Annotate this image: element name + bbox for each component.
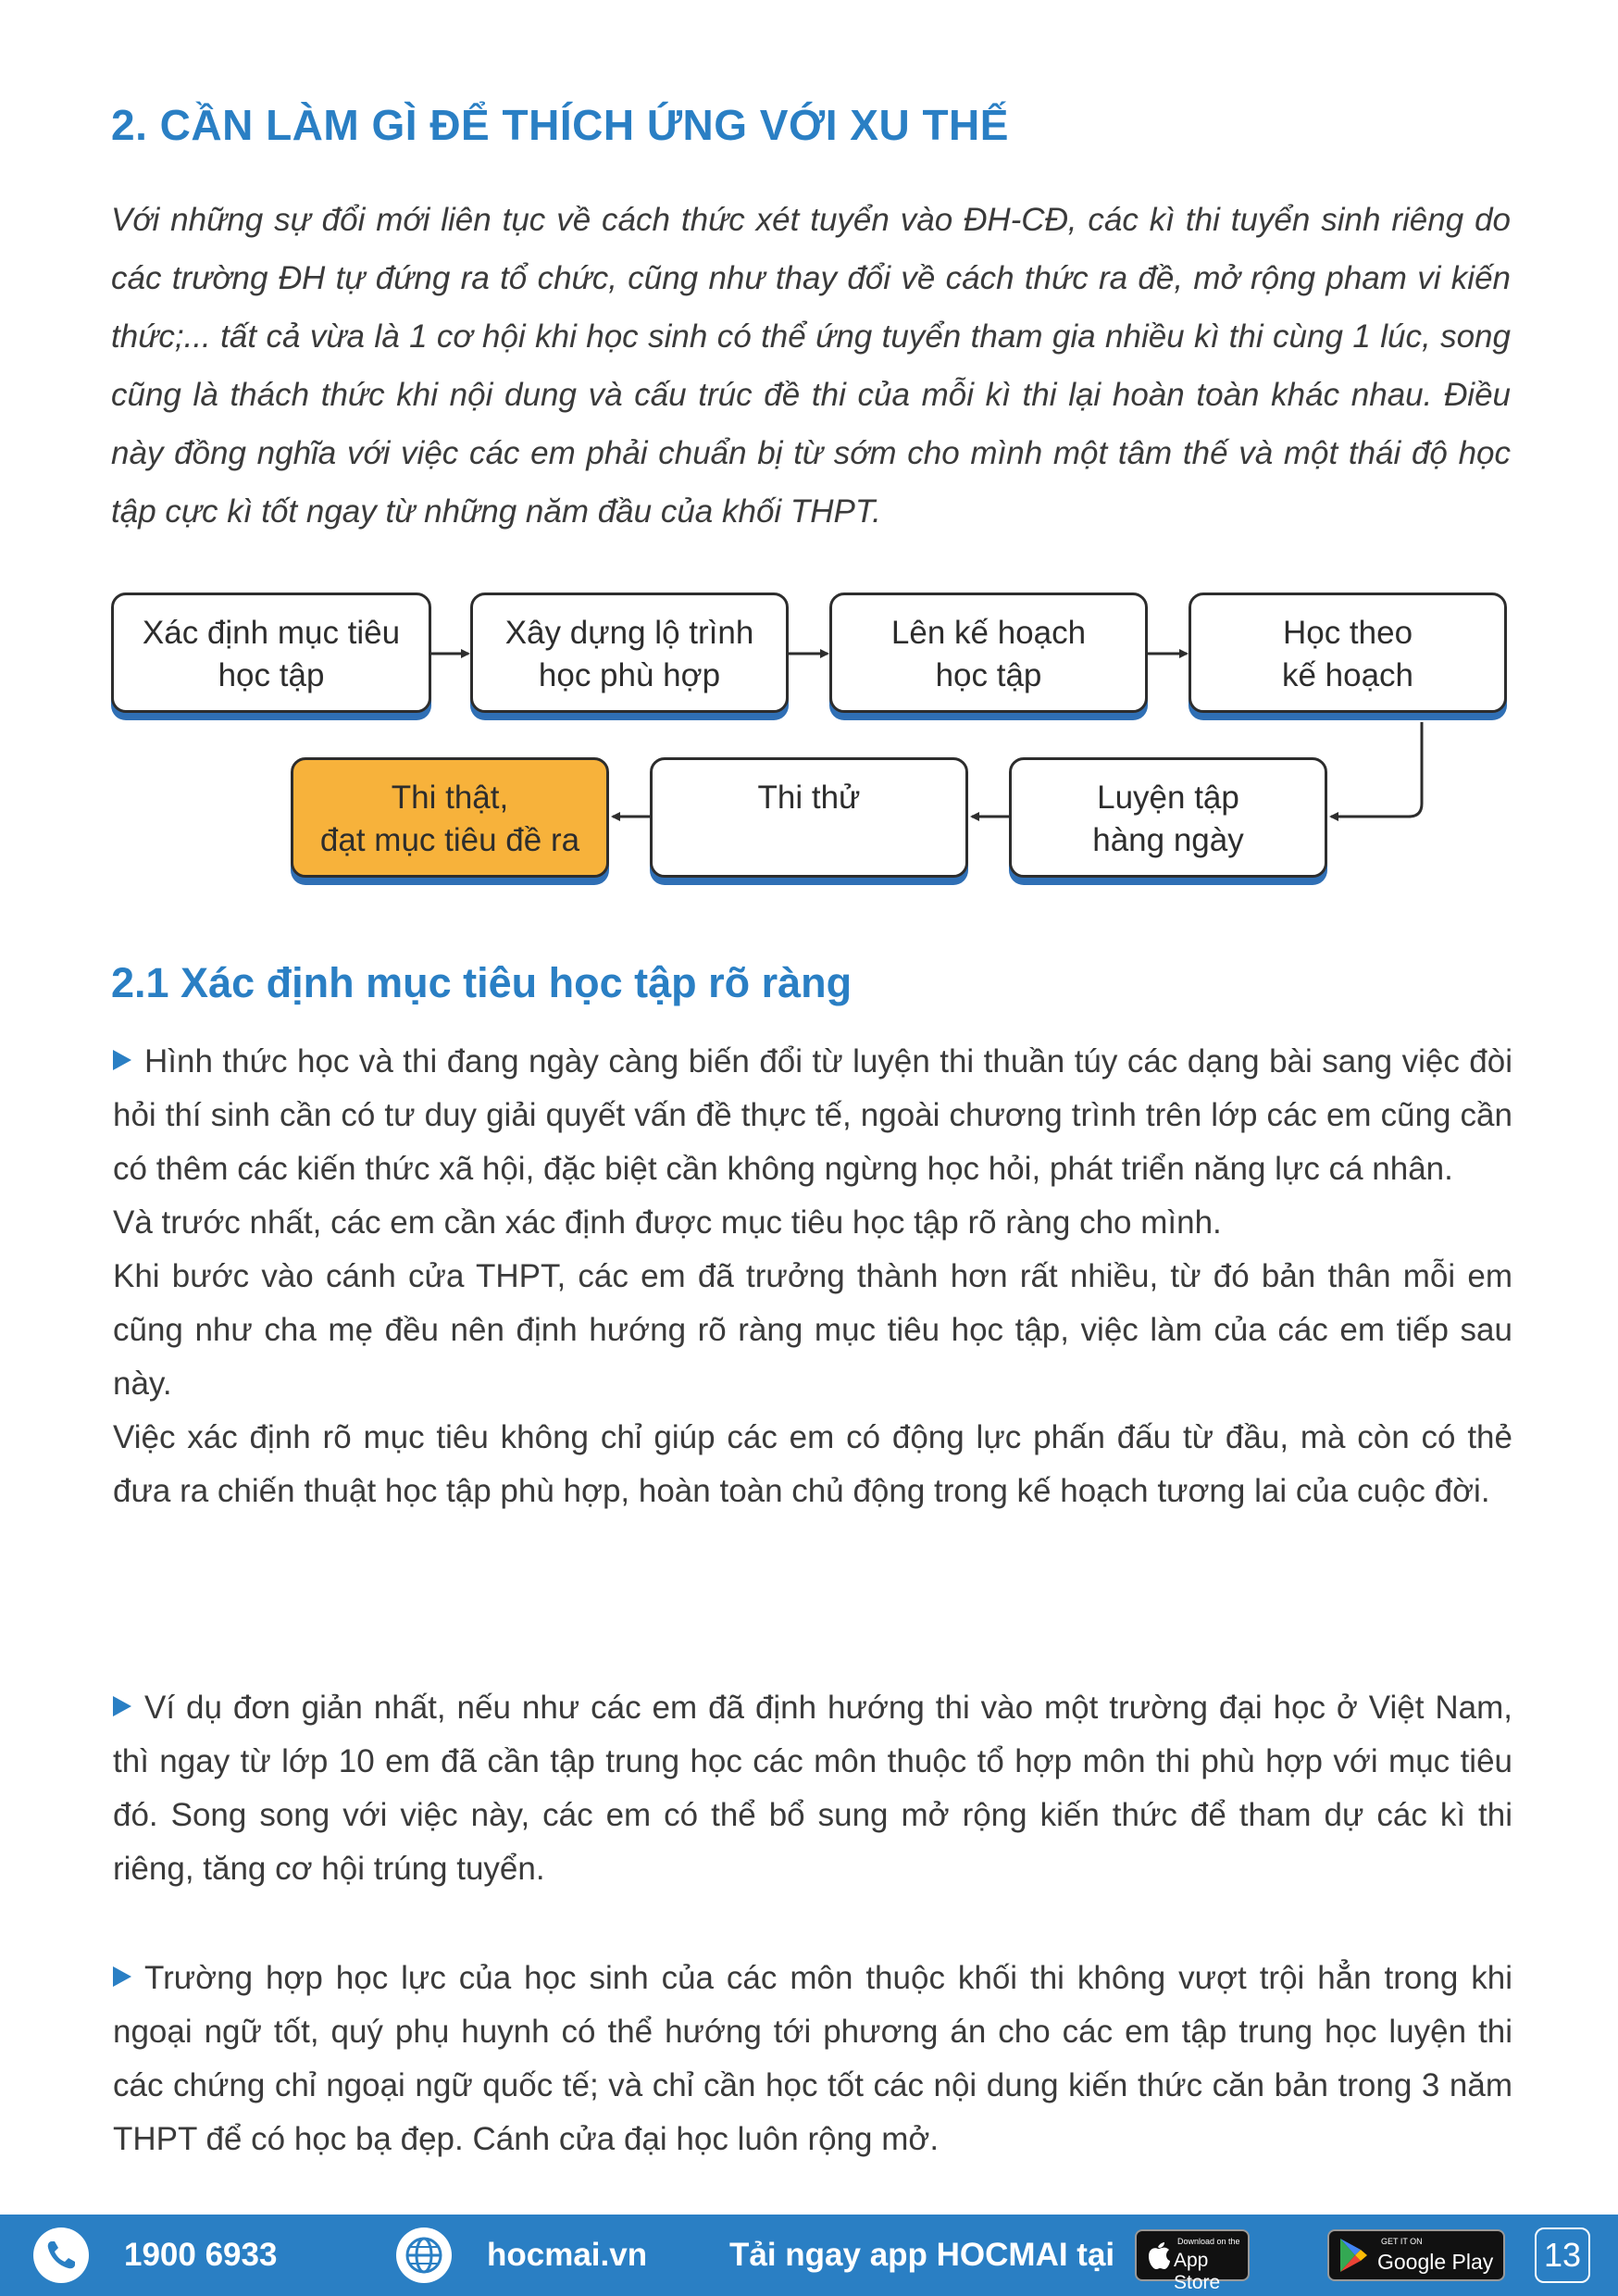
app-download-label: Tải ngay app HOCMAI tại bbox=[729, 2237, 1115, 2273]
page-number bbox=[1535, 2227, 1590, 2283]
app-download-text bbox=[729, 2215, 1114, 2296]
paragraph: Khi bước vào cánh cửa THPT, các em đã trưởng thành hơn rất nhiều, từ đó bản thân mỗi em cũng như cha mẹ đều nên định hướng rõ ràng mục tiêu học tập, việc làm của các em tiếp sau này. bbox=[113, 1258, 1512, 1402]
flow-step-line: đạt mục tiêu đề ra bbox=[319, 822, 580, 858]
google-play-small-text: GET IT ON bbox=[1381, 2237, 1423, 2246]
google-play-badge[interactable] bbox=[1327, 2229, 1505, 2281]
flow-step-line: Xác định mục tiêu bbox=[142, 615, 401, 651]
body-block-3 bbox=[113, 1952, 1512, 2166]
body-block-2 bbox=[113, 1681, 1512, 1896]
phone-icon bbox=[33, 2227, 89, 2283]
flow-step-line: kế hoạch bbox=[1281, 657, 1414, 693]
website-text: hocmai.vn bbox=[487, 2237, 648, 2273]
flow-arrows bbox=[0, 0, 1618, 926]
app-store-badge[interactable] bbox=[1135, 2229, 1250, 2293]
flow-step-line: Thi thử bbox=[757, 780, 861, 816]
app-store-small-text: Download on the bbox=[1177, 2237, 1240, 2246]
flow-step-line: học tập bbox=[218, 657, 325, 693]
phone-text: 1900 6933 bbox=[124, 2237, 278, 2273]
app-store-text: App Store bbox=[1174, 2250, 1221, 2293]
apple-icon bbox=[1144, 2239, 1172, 2272]
flow-arrow bbox=[1331, 722, 1422, 817]
flow-step-line: học phù hợp bbox=[538, 657, 721, 693]
flow-step-line: Lên kế hoạch bbox=[890, 615, 1087, 651]
footer-bar bbox=[0, 2215, 1618, 2296]
flow-step-line: học tập bbox=[935, 657, 1042, 693]
flow-step-line: hàng ngày bbox=[1092, 822, 1244, 858]
paragraph: Việc xác định rõ mục tiêu không chỉ giúp các em có động lực phấn đấu từ đầu, mà còn có thẻ đưa ra chiến thuật học tập phù hợp, hoàn toàn chủ động trong kế hoạch tương lai của cuộc đời. bbox=[113, 1419, 1512, 1509]
flow-step-line: Thi thật, bbox=[391, 780, 509, 816]
page-number-text: 13 bbox=[1543, 2236, 1582, 2274]
bullet-paragraph: Trường hợp học lực của học sinh của các môn thuộc khối thi không vượt trội hẳn trong khi ngoại ngữ tốt, quý phụ huynh có thể hướng tới phương án cho các em tập trung học luyện thi các chứng chỉ ngoại ngữ quốc tế; và chỉ cần học tốt các nội dung kiến thức căn bản trong 3 năm THPT để có học bạ đẹp. Cánh cửa đại học luôn rộng mở. bbox=[113, 1952, 1512, 2166]
bullet-paragraph: Ví dụ đơn giản nhất, nếu như các em đã định hướng thi vào một trường đại học ở Việt Nam, thì ngay từ lớp 10 em đã cần tập trung học các môn thuộc tổ hợp môn thi phù hợp với mục tiêu đó. Song song với việc này, các em có thể bổ sung mở rộng kiến thức để tham dự các kì thi riêng, tăng cơ hội trúng tuyển. bbox=[113, 1681, 1512, 1896]
body-block-1 bbox=[113, 1035, 1512, 1518]
flow-step-line: Xây dựng lộ trình bbox=[504, 615, 754, 651]
paragraph: Và trước nhất, các em cần xác định được mục tiêu học tập rõ ràng cho mình. bbox=[113, 1204, 1222, 1241]
intro-paragraph: Với những sự đổi mới liên tục về cách thức xét tuyển vào ĐH-CĐ, các kì thi tuyển sinh riêng do các trường ĐH tự đứng ra tổ chức, cũng như thay đổi về cách thức ra đề, mở rộng pham vi kiến thức;... tất cả vừa là 1 cơ hội khi học sinh có thể ứng tuyển tham gia nhiều kì thi cùng 1 lúc, song cũng là thách thức khi nội dung và cấu trúc đề thi của mỗi kì thi lại hoàn toàn khác nhau. Điều này đồng nghĩa với việc các em phải chuẩn bị từ sớm cho mình một tâm thế và một thái độ học tập cực kì tốt ngay từ những năm đầu của khối THPT. bbox=[111, 202, 1511, 530]
phone-number[interactable] bbox=[124, 2215, 277, 2296]
flow-step-line: Luyện tập bbox=[1097, 780, 1239, 816]
section-heading: 2. CẦN LÀM GÌ ĐỂ THÍCH ỨNG VỚI XU THẾ bbox=[111, 101, 1009, 149]
website-link[interactable] bbox=[487, 2215, 647, 2296]
subsection-title: 2.1 Xác định mục tiêu học tập rõ ràng bbox=[111, 959, 853, 1006]
play-icon bbox=[1337, 2237, 1370, 2274]
flow-step-line: Học theo bbox=[1282, 615, 1413, 651]
globe-icon bbox=[396, 2227, 452, 2283]
bullet-paragraph: Hình thức học và thi đang ngày càng biến đổi từ luyện thi thuần túy các dạng bài sang việc đòi hỏi thí sinh cần có tư duy giải quyết vấn đề thực tế, ngoài chương trình trên lớp các em cũng cần có thêm các kiến thức xã hội, đặc biệt cần không ngừng học hỏi, phát triển năng lực cá nhân. bbox=[113, 1035, 1512, 1196]
google-play-text: Google Play bbox=[1377, 2250, 1494, 2274]
